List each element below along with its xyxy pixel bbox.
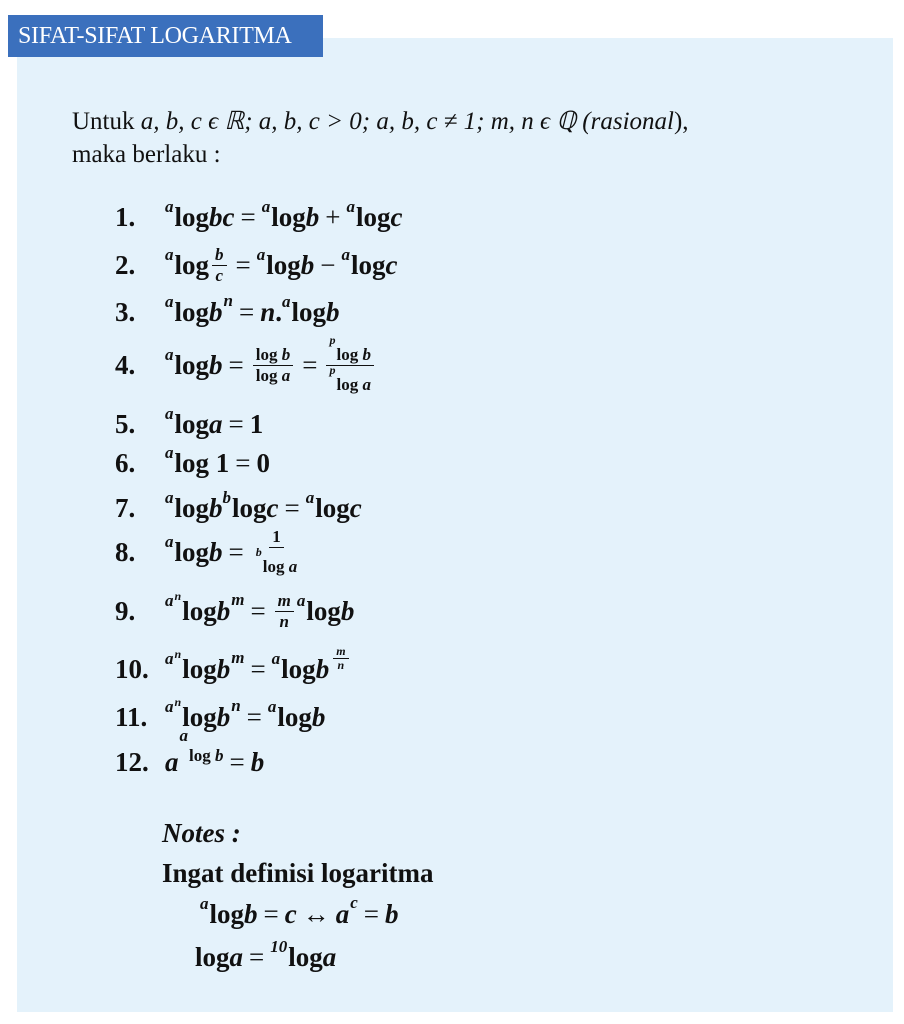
math-text: log — [174, 349, 210, 380]
math-variable: a — [165, 245, 174, 264]
math-operator: = — [284, 492, 300, 523]
superscript — [224, 291, 233, 311]
math-variable: bc — [209, 201, 235, 232]
property-formula — [165, 527, 303, 577]
property-formula — [165, 591, 354, 632]
math-variable: a — [165, 488, 174, 507]
denominator — [326, 362, 373, 395]
math-variable: a — [288, 557, 298, 576]
log-base — [223, 488, 232, 508]
math-variable: a — [165, 591, 174, 610]
math-variable: c — [385, 249, 398, 280]
math-variable: a — [346, 197, 355, 216]
property-formula — [165, 643, 352, 685]
log-base — [329, 333, 335, 347]
math-variable: b — [340, 595, 355, 626]
property-number: 1. — [115, 201, 136, 232]
note-formula — [200, 895, 399, 933]
math-variable: b — [209, 296, 223, 327]
math-operator: = — [228, 349, 244, 380]
math-variable: a — [179, 726, 188, 745]
property-formula — [165, 332, 377, 395]
math-variable: m — [336, 643, 346, 658]
property-item — [115, 293, 340, 331]
math-operator: ↔ — [302, 898, 330, 929]
denominator — [253, 366, 293, 386]
property-item — [115, 527, 303, 576]
fraction — [333, 645, 348, 672]
property-item — [115, 489, 362, 527]
property-formula — [165, 695, 326, 733]
math-variable: b — [215, 244, 224, 264]
math-variable: a — [165, 292, 174, 311]
math-text: log — [336, 344, 363, 364]
notes-heading: Notes : — [162, 818, 241, 848]
superscript — [231, 696, 240, 716]
math-variable: a — [165, 532, 174, 551]
math-text: log — [315, 492, 350, 523]
superscript — [175, 695, 182, 709]
fraction — [253, 527, 300, 577]
log-base — [165, 292, 174, 312]
math-text: log — [291, 296, 327, 327]
math-text: log — [355, 201, 391, 232]
denominator — [253, 545, 300, 577]
math-variable: a — [362, 374, 371, 394]
math-text: . — [275, 296, 282, 327]
math-text: log — [195, 941, 230, 972]
numerator — [333, 645, 348, 659]
math-text: log — [336, 374, 363, 394]
math-variable: n — [279, 611, 290, 631]
math-operator: = — [249, 941, 265, 972]
math-variable: b — [209, 492, 223, 523]
superscript — [175, 647, 182, 661]
log-base — [165, 649, 181, 669]
math-variable: b — [216, 701, 231, 732]
denominator — [212, 266, 226, 286]
math-variable: p — [329, 362, 336, 377]
math-text: 0 — [256, 447, 270, 478]
math-variable: a — [229, 941, 244, 972]
math-text: 10 — [270, 937, 288, 956]
math-variable: b — [300, 249, 315, 280]
math-variable: a — [271, 649, 281, 668]
math-text: log — [255, 344, 282, 364]
math-variable: b — [250, 746, 265, 777]
log-base — [329, 363, 335, 377]
math-text: log — [288, 941, 323, 972]
log-base — [270, 937, 287, 957]
math-operator: = — [235, 447, 251, 478]
math-text: log — [174, 408, 210, 439]
math-text: log — [182, 595, 217, 626]
math-variable: a — [335, 898, 350, 929]
math-variable: b — [214, 746, 224, 765]
math-text: log — [174, 296, 210, 327]
log-base — [165, 591, 181, 611]
log-base — [165, 532, 174, 552]
log-base — [297, 591, 306, 611]
note-formula — [195, 938, 336, 976]
math-operator: = — [228, 408, 244, 439]
property-formula — [165, 443, 270, 479]
property-formula — [165, 726, 265, 778]
math-operator: = — [238, 296, 255, 327]
math-variable: a — [165, 746, 179, 777]
math-variable: c — [284, 898, 297, 929]
log-base — [272, 649, 281, 669]
property-number: 7. — [115, 492, 136, 523]
math-text: log — [277, 701, 312, 732]
math-operator: = — [302, 349, 318, 380]
math-operator: + — [325, 201, 341, 232]
math-variable: b — [255, 545, 262, 559]
math-operator: = — [228, 536, 244, 567]
log-base — [262, 197, 271, 217]
math-operator: = — [363, 898, 380, 929]
math-variable: b — [209, 349, 223, 380]
numerator — [253, 345, 293, 366]
math-variable: a — [165, 649, 174, 668]
property-item — [115, 589, 355, 631]
notes-subheading: Ingat definisi logaritma — [162, 858, 434, 888]
math-operator: = — [240, 201, 256, 232]
math-variable: b — [326, 296, 340, 327]
math-text: log — [174, 492, 210, 523]
intro-line-1 — [72, 106, 689, 136]
math-variable: b — [209, 536, 223, 567]
math-variable: n — [337, 657, 345, 672]
math-variable: a — [165, 443, 174, 462]
property-formula — [165, 291, 340, 328]
math-text: log — [209, 898, 245, 929]
math-text: log — [174, 536, 210, 567]
math-text: log — [281, 653, 316, 684]
math-variable: c — [390, 201, 403, 232]
math-variable: n — [174, 647, 182, 661]
math-variable: a — [165, 404, 174, 423]
property-number: 5. — [115, 408, 136, 439]
superscript — [350, 893, 358, 913]
log-base — [180, 726, 189, 745]
math-variable: a — [261, 197, 271, 216]
math-variable: n — [223, 291, 233, 310]
superscript — [231, 590, 244, 610]
math-variable: a — [281, 365, 291, 385]
math-text: log — [182, 653, 217, 684]
math-text: log — [266, 249, 301, 280]
property-formula — [165, 197, 403, 233]
math-variable: c — [349, 492, 362, 523]
property-number: 4. — [115, 349, 136, 380]
fraction — [326, 332, 373, 395]
section-title: SIFAT-SIFAT LOGARITMA — [8, 15, 323, 57]
math-variable: a — [165, 197, 174, 216]
math-variable: b — [311, 701, 326, 732]
fraction — [212, 245, 227, 286]
math-text: 1 — [272, 527, 281, 546]
math-variable: c — [350, 893, 358, 912]
property-number: 12. — [115, 746, 149, 777]
property-item — [115, 246, 398, 284]
numerator — [326, 332, 373, 366]
numerator — [275, 591, 294, 612]
math-variable: a — [282, 292, 291, 311]
intro-conditions: a, b, c ϵ ℝ; a, b, c > 0; a, b, c ≠ 1; m, n ϵ ℚ ( — [140, 108, 591, 135]
superscript — [175, 589, 182, 603]
math-text: log 1 — [174, 447, 230, 478]
math-operator: = — [229, 746, 245, 777]
math-variable: a — [341, 245, 350, 264]
log-base — [306, 488, 315, 508]
math-text: log — [174, 201, 210, 232]
log-base — [342, 245, 351, 265]
numerator — [212, 245, 227, 266]
math-operator: = — [235, 249, 251, 280]
property-number: 10. — [115, 653, 149, 684]
fraction — [275, 591, 294, 632]
math-variable: p — [329, 332, 336, 347]
numerator — [269, 527, 284, 548]
math-operator: = — [246, 701, 262, 732]
property-item — [115, 198, 402, 236]
log-base — [165, 697, 181, 717]
log-base — [268, 697, 277, 717]
math-variable: a — [256, 245, 266, 264]
math-variable: b — [244, 898, 258, 929]
math-variable: b — [362, 344, 371, 364]
property-formula — [165, 245, 398, 286]
math-variable: a — [165, 345, 174, 364]
property-item — [115, 332, 377, 394]
math-variable: b — [216, 595, 231, 626]
math-text: log — [271, 201, 306, 232]
math-variable: m — [231, 590, 245, 609]
intro-line-2: maka berlaku : — [72, 141, 221, 168]
math-text: log — [189, 746, 215, 765]
property-item — [115, 695, 326, 736]
math-variable: c — [215, 265, 224, 285]
math-variable: a — [209, 408, 223, 439]
property-item — [115, 726, 265, 781]
math-text: log — [232, 492, 267, 523]
log-base — [346, 197, 355, 217]
intro-suffix: ), — [673, 108, 689, 135]
math-operator: = — [263, 898, 279, 929]
log-base — [282, 292, 291, 312]
intro-prefix: Untuk — [72, 108, 141, 135]
math-text: log — [306, 595, 341, 626]
math-variable: b — [281, 344, 291, 364]
math-variable: n — [174, 589, 182, 603]
math-text: log — [351, 249, 386, 280]
math-variable: b — [305, 201, 320, 232]
math-operator: = — [250, 653, 266, 684]
math-variable: b — [216, 653, 231, 684]
math-operator: − — [320, 249, 336, 280]
log-base — [165, 245, 174, 265]
math-variable: m — [231, 648, 245, 667]
math-text: log — [255, 365, 282, 385]
property-formula — [165, 488, 362, 524]
math-variable: a — [305, 488, 315, 507]
math-variable: n — [174, 695, 182, 709]
math-variable: n — [260, 296, 276, 327]
math-text: 1 — [249, 408, 264, 439]
math-variable: a — [296, 591, 306, 610]
math-variable: a — [200, 894, 209, 913]
property-number: 3. — [115, 296, 136, 327]
property-number: 2. — [115, 249, 136, 280]
math-text: log — [182, 701, 217, 732]
log-base — [165, 443, 174, 463]
log-base — [165, 404, 174, 424]
math-variable: b — [315, 653, 330, 684]
log-base — [256, 545, 262, 559]
log-base — [200, 894, 209, 914]
math-operator: = — [250, 595, 266, 626]
property-number: 6. — [115, 447, 136, 478]
property-item — [115, 444, 270, 482]
log-base — [165, 345, 174, 365]
math-variable: b — [385, 898, 399, 929]
math-variable: a — [322, 941, 337, 972]
log-base — [165, 197, 174, 217]
denominator — [277, 612, 292, 632]
math-variable: a — [165, 697, 174, 716]
fraction — [253, 345, 293, 386]
property-formula — [165, 404, 264, 440]
denominator — [335, 659, 348, 672]
log-base — [165, 488, 174, 508]
property-number: 9. — [115, 595, 136, 626]
property-item — [115, 405, 263, 443]
math-variable: a — [267, 697, 277, 716]
superscript — [330, 645, 351, 672]
math-text: log — [262, 557, 289, 576]
property-number: 8. — [115, 536, 136, 567]
math-variable: n — [231, 696, 241, 715]
math-variable: b — [222, 488, 232, 507]
superscript — [231, 648, 244, 668]
math-variable: c — [266, 492, 279, 523]
intro-rasional: rasional — [590, 108, 674, 135]
property-number: 11. — [115, 701, 148, 732]
property-item — [115, 643, 352, 688]
math-variable: m — [277, 590, 291, 610]
log-base — [257, 245, 266, 265]
math-text: log — [174, 249, 210, 280]
superscript — [179, 726, 224, 766]
